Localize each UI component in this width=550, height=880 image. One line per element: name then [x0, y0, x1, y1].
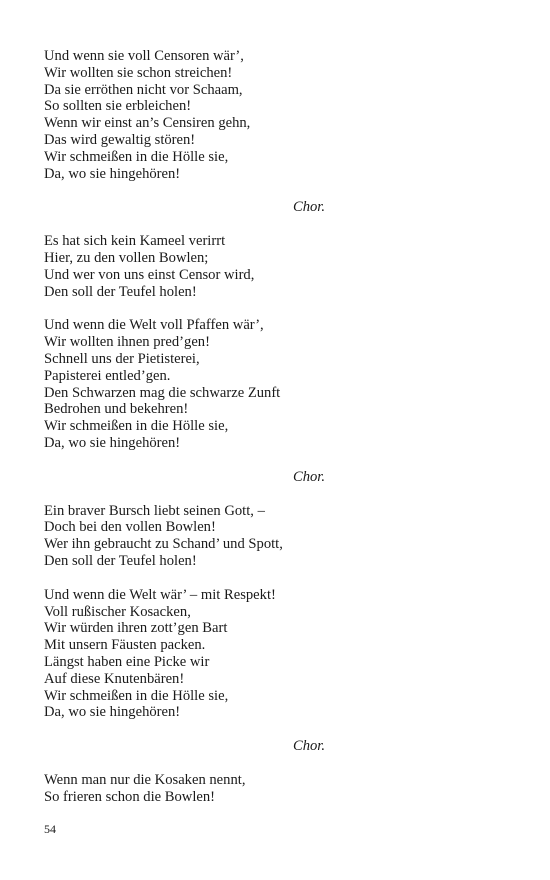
verse-line: Und wenn sie voll Censoren wär’, — [44, 48, 244, 64]
stanza-gap — [44, 486, 514, 503]
verse-line: Da, wo sie hingehören! — [44, 165, 181, 182]
verse-line: Papisterei entled’gen. — [44, 367, 171, 384]
verse-line: Schnell uns der Pietisterei, — [44, 350, 200, 367]
verse-line: Und wer von uns einst Censor wird, — [44, 266, 255, 283]
verse-line: Längst haben eine Picke wir — [44, 653, 210, 670]
verse-line: Und wenn die Welt wär’ – mit Respekt! — [44, 586, 276, 603]
verse-line: Bedrohen und bekehren! — [44, 401, 189, 418]
stanza — [44, 48, 514, 182]
stanza-gap — [44, 182, 514, 199]
verse-line: Wir schmeißen in die Hölle sie, — [44, 687, 229, 704]
stanza — [44, 503, 514, 570]
verse-line: Hier, zu den vollen Bowlen; — [44, 249, 209, 266]
stanza-gap — [44, 721, 514, 738]
verse-line: Wir schmeißen in die Hölle sie, — [44, 148, 229, 165]
verse-line: Da, wo sie hingehören! — [44, 704, 181, 721]
chorus-heading: Chor. — [292, 199, 326, 216]
verse-line: So frieren schon die Bowlen! — [44, 788, 216, 805]
verse-line: Den soll der Teufel holen! — [44, 552, 197, 569]
stanza-gap — [44, 452, 514, 469]
verse-line: Mit unsern Fäusten packen. — [44, 637, 206, 654]
verse-line: Auf diese Knutenbären! — [44, 670, 185, 687]
verse-line: Wir würden ihren zott’gen Bart — [44, 620, 228, 637]
verse-line: Wenn wir einst an’s Censiren gehn, — [44, 115, 251, 132]
stanza — [44, 772, 514, 806]
stanza-gap — [44, 755, 514, 772]
verse-line: Da, wo sie hingehören! — [44, 434, 181, 451]
verse-line: Es hat sich kein Kameel verirrt — [44, 233, 226, 250]
verse-line: Voll rußischer Kosacken, — [44, 603, 191, 620]
stanza — [44, 317, 514, 451]
verse-line: Wir wollten ihnen pred’gen! — [44, 334, 210, 351]
page-number: 54 — [44, 822, 56, 836]
stanza-gap — [44, 570, 514, 587]
stanza — [44, 233, 514, 300]
stanza-gap — [44, 216, 514, 233]
verse-line: So sollten sie erbleichen! — [44, 98, 192, 115]
chorus-heading: Chor. — [292, 738, 326, 755]
verse-line: Wir schmeißen in die Hölle sie, — [44, 418, 229, 435]
verse-line: Ein braver Bursch liebt seinen Gott, – — [44, 502, 265, 519]
poem-text — [44, 48, 514, 805]
verse-line: Doch bei den vollen Bowlen! — [44, 519, 216, 536]
verse-line: Das wird gewaltig stören! — [44, 131, 196, 148]
verse-line: Den Schwarzen mag die schwarze Zunft — [44, 384, 281, 401]
verse-line: Den soll der Teufel holen! — [44, 283, 197, 300]
chorus-heading: Chor. — [292, 468, 326, 485]
stanza — [44, 587, 514, 721]
stanza-gap — [44, 300, 514, 317]
verse-line: Wir wollten sie schon streichen! — [44, 64, 233, 81]
verse-line: Wenn man nur die Kosaken nennt, — [44, 771, 246, 788]
verse-line: Und wenn die Welt voll Pfaffen wär’, — [44, 317, 264, 334]
verse-line: Da sie erröthen nicht vor Schaam, — [44, 81, 243, 98]
verse-line: Wer ihn gebraucht zu Schand’ und Spott, — [44, 536, 283, 553]
